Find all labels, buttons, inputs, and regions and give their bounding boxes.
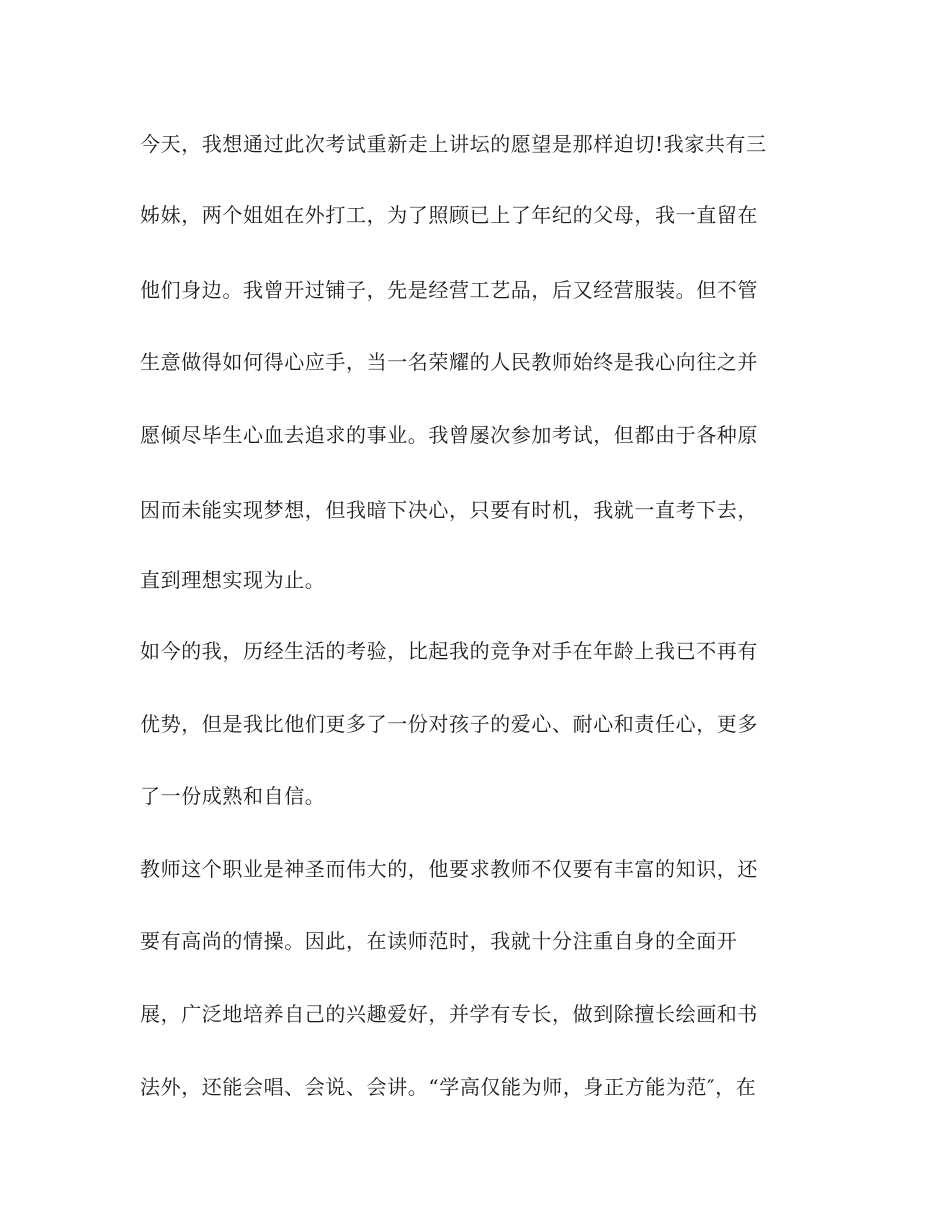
text-line: 他们身边。我曾开过铺子，先是经营工艺品，后又经营服装。但不管 [140,278,758,302]
text-line: 了一份成熟和自信。 [140,784,326,808]
text-line: 优势，但是我比他们更多了一份对孩子的爱心、耐心和责任心，更多 [140,712,758,736]
text-line: 如今的我，历经生活的考验，比起我的竞争对手在年龄上我已不再有 [140,639,758,663]
text-line: 直到理想实现为止。 [140,568,326,592]
text-line: 法外，还能会唱、会说、会讲。“学高仅能为师，身正方能为范″，在 [140,1075,757,1099]
text-line: 教师这个职业是神圣而伟大的，他要求教师不仅要有丰富的知识，还 [140,857,758,881]
text-line: 展，广泛地培养自己的兴趣爱好，并学有专长，做到除擅长绘画和书 [140,1002,758,1026]
text-line: 要有高尚的情操。因此，在读师范时，我就十分注重自身的全面开 [140,929,738,953]
text-line: 愿倾尽毕生心血去追求的事业。我曾屡次参加考试，但都由于各种原 [140,423,758,447]
text-line: 生意做得如何得心应手，当一名荣耀的人民教师始终是我心向往之并 [140,350,758,374]
text-line: 因而未能实现梦想，但我暗下决心，只要有时机，我就一直考下去， [140,498,758,522]
text-line: 今天，我想通过此次考试重新走上讲坛的愿望是那样迫切!我家共有三 [140,132,767,156]
text-line: 姊妹，两个姐姐在外打工，为了照顾已上了年纪的父母，我一直留在 [140,203,758,227]
